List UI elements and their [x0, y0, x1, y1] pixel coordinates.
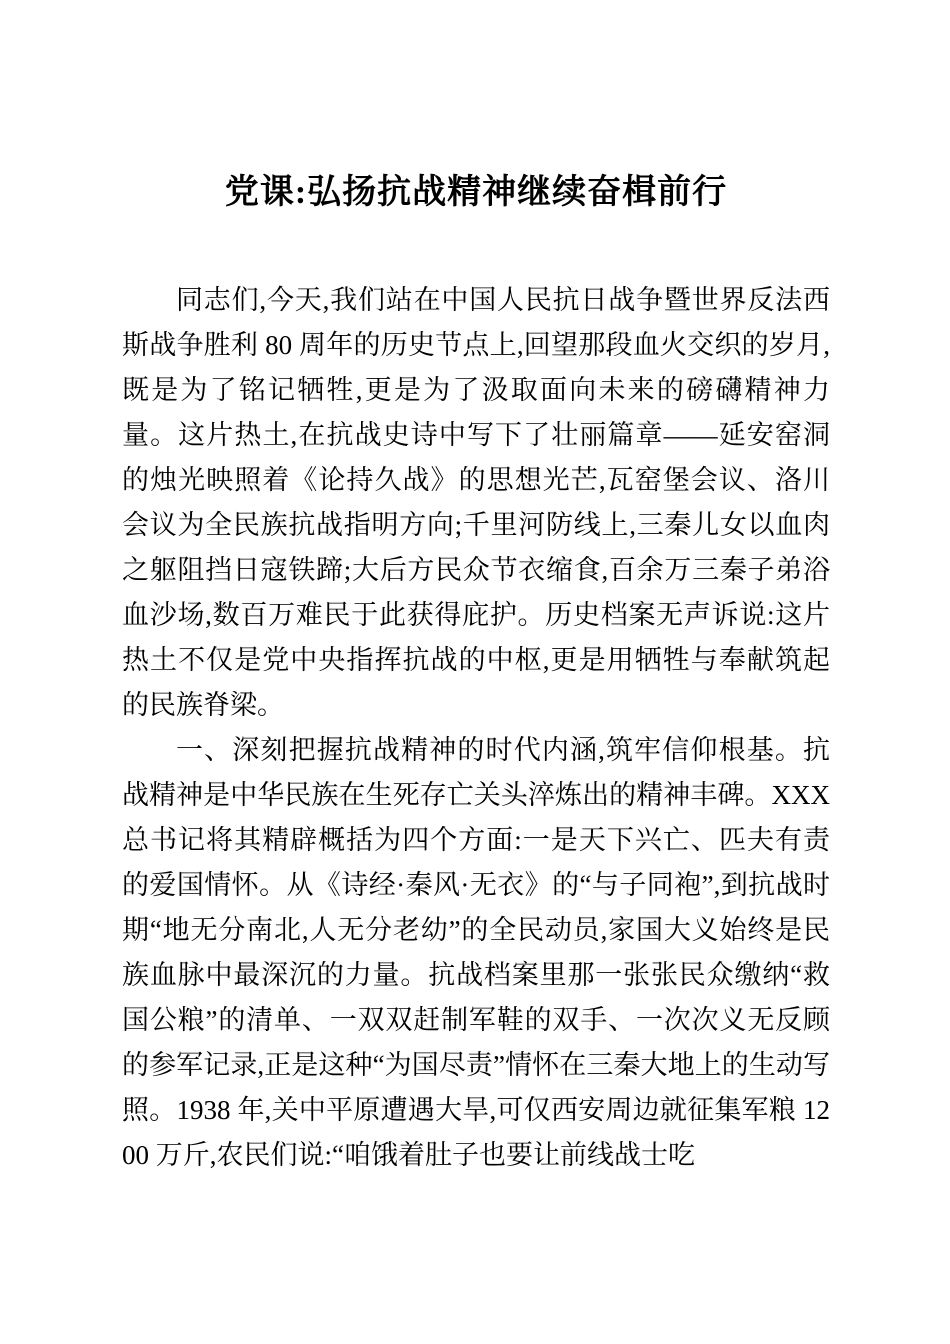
- body-paragraph-intro: 同志们,今天,我们站在中国人民抗日战争暨世界反法西斯战争胜利 80 周年的历史节点上,回望那段血火交织的岁月,既是为了铭记牺牲,更是为了汲取面向未来的磅礴精神力量。这片热土,在抗战史诗中写下了壮丽篇章——延安窑洞的烛光映照着《论持久战》的思想光芒,瓦窑堡会议、洛川会议为全民族抗战指明方向;千里河防线上,三秦儿女以血肉之躯阻挡日寇铁蹄;大后方民众节衣缩食,百余万三秦子弟浴血沙场,数百万难民于此获得庇护。历史档案无声诉说:这片热土不仅是党中央指挥抗战的中枢,更是用牺牲与奉献筑起的民族脊梁。: [122, 285, 830, 720]
- document-title: 党课:弘扬抗战精神继续奋楫前行: [224, 174, 728, 211]
- body-paragraph-section-one: 一、深刻把握抗战精神的时代内涵,筑牢信仰根基。抗战精神是中华民族在生死存亡关头淬炼出的精神丰碑。XXX 总书记将其精辟概括为四个方面:一是天下兴亡、匹夫有责的爱国情怀。从《诗经·秦风·无衣》的“与子同袍”,到抗战时期“地无分南北,人无分老幼”的全民动员,家国大义始终是民族血脉中最深沉的力量。抗战档案里那一张张民众缴纳“救国公粮”的清单、一双双赶制军鞋的双手、一次次义无反顾的参军记录,正是这种“为国尽责”情怀在三秦大地上的生动写照。1938 年,关中平原遭遇大旱,可仅西安周边就征集军粮 1200 万斤,农民们说:“咱饿着肚子也要让前线战士吃: [122, 735, 830, 1170]
- document-body: [122, 0, 830, 1178]
